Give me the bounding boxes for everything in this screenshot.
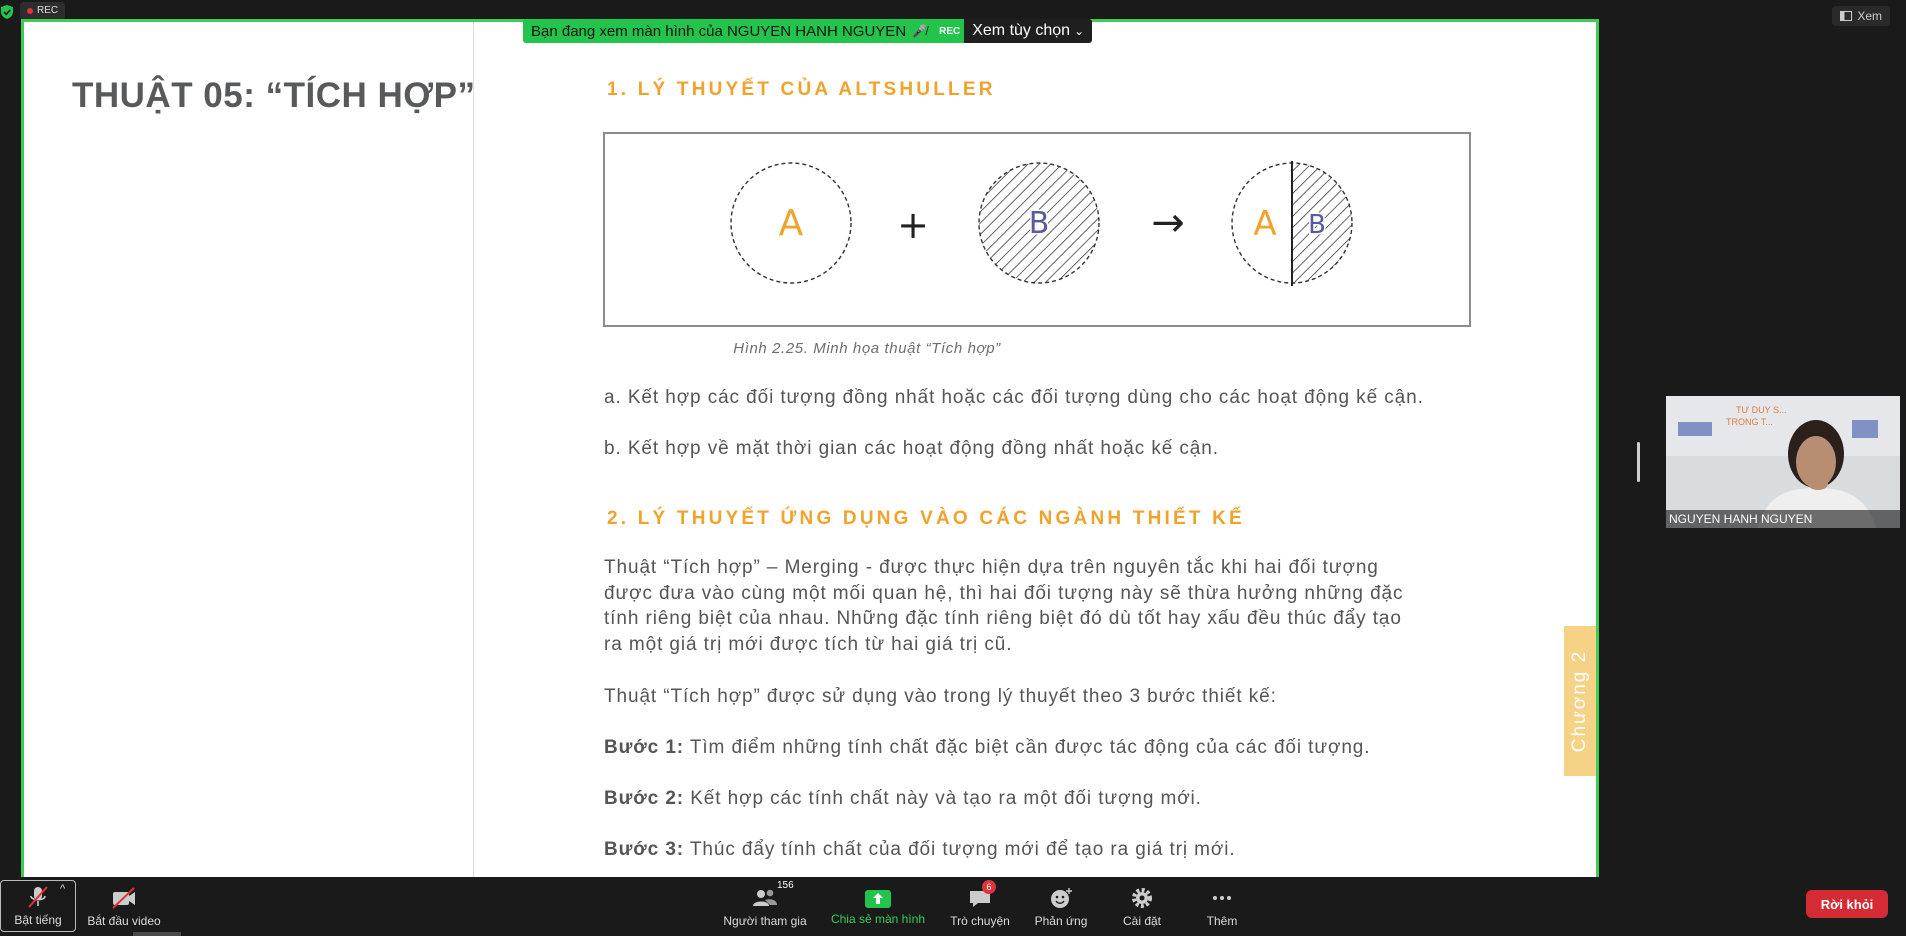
bottom-scroll-indicator (133, 932, 181, 936)
step-2 (604, 788, 1202, 810)
share-banner-text: Bạn đang xem màn hình của NGUYEN HANH NGUYEN (531, 22, 907, 40)
paragraph-line: ra một giá trị mới được tích từ hai giá trị cũ. (604, 633, 1013, 655)
shared-screen (21, 19, 1599, 883)
figure-arrow: → (1151, 200, 1185, 246)
figure-plus: + (897, 203, 929, 247)
view-options-button[interactable] (964, 19, 1092, 43)
item-a: a. Kết hợp các đối tượng đồng nhất hoặc các đối tượng dùng cho các hoạt động kế cận. (604, 387, 1424, 408)
section1-heading: 1. LÝ THUYẾT CỦA ALTSHULLER (607, 79, 996, 100)
share-screen-icon (865, 890, 891, 908)
chat-label: Trò chuyện (950, 913, 1010, 928)
chapter-tab (1564, 626, 1596, 776)
step-3-label: Bước 3: (604, 839, 685, 860)
merging-paragraph (604, 555, 1403, 657)
share-screen-button[interactable] (826, 877, 930, 936)
start-video-label: Bắt đầu video (87, 913, 161, 928)
section2-heading: 2. LÝ THUYẾT ỨNG DỤNG VÀO CÁC NGÀNH THIẾT KẾ (607, 508, 1245, 529)
leave-button[interactable]: Rời khỏi (1806, 890, 1888, 918)
smiley-icon (1047, 886, 1075, 910)
settings-button[interactable] (1112, 877, 1172, 936)
view-layout-icon (1840, 11, 1852, 21)
record-dot-icon (27, 8, 33, 14)
view-button-label: Xem (1857, 9, 1882, 23)
figure-label-a: A (778, 203, 804, 244)
mic-muted-icon: 🎤̸ (912, 24, 928, 38)
video-off-icon (110, 886, 138, 910)
video-bg-text-2: TRONG T... (1726, 417, 1773, 427)
gear-icon (1128, 886, 1156, 910)
chat-badge: 6 (982, 880, 996, 894)
video-bg-text-1: TƯ DUY S... (1736, 405, 1787, 415)
slide-document (24, 22, 1596, 880)
paragraph-line: được đưa vào cùng một mối quan hệ, thì hai đối tượng này sẽ thừa hưởng những đặc (604, 582, 1404, 604)
item-b: b. Kết hợp về mặt thời gian các hoạt động đồng nhất hoặc kế cận. (604, 438, 1219, 459)
audio-options-chevron-icon[interactable]: ^ (60, 883, 66, 895)
chapter-tab-label: Chương 2 (1569, 649, 1591, 753)
meeting-toolbar (0, 877, 1906, 936)
panel-resize-handle[interactable] (1637, 442, 1640, 482)
share-banner-text-area (523, 19, 935, 43)
reactions-label: Phản ứng (1034, 913, 1088, 928)
mic-muted-icon (24, 885, 52, 909)
banner-rec-label: REC (935, 19, 964, 43)
participant-name: NGUYEN HANH NGUYEN (1666, 510, 1900, 528)
participant-video-tile[interactable] (1666, 396, 1900, 528)
merging-figure (603, 132, 1471, 327)
step-3-text: Thúc đẩy tính chất của đối tượng mới để tạo ra giá trị mới. (689, 839, 1236, 860)
paragraph-line: tính riêng biệt của nhau. Những đặc tính riêng biệt đó dù tốt hay xấu đều thúc đẩy tạo (604, 608, 1402, 629)
participant-video-frame (1666, 396, 1900, 528)
start-video-button[interactable] (88, 877, 160, 936)
step-3 (604, 839, 1236, 861)
unmute-label: Bật tiếng (14, 913, 62, 927)
share-screen-label: Chia sẻ màn hình (830, 912, 926, 926)
view-options-label: Xem tùy chọn (972, 22, 1071, 39)
step-1-text: Tìm điểm những tính chất đặc biệt cần được tác động của các đối tượng. (689, 737, 1371, 758)
chat-button[interactable] (944, 877, 1016, 936)
recording-indicator (20, 2, 65, 20)
view-button[interactable] (1832, 6, 1890, 26)
steps-intro: Thuật “Tích hợp” được sử dụng vào trong lý thuyết theo 3 bước thiết kế: (604, 686, 1277, 707)
shield-check-icon (1, 5, 13, 19)
reactions-button[interactable] (1030, 877, 1092, 936)
participants-count: 156 (777, 879, 794, 891)
participants-button[interactable] (720, 877, 810, 936)
figure-label-ab-b: B (1308, 210, 1326, 240)
step-2-label: Bước 2: (604, 788, 685, 809)
more-label: Thêm (1206, 913, 1238, 928)
technique-title: THUẬT 05: “TÍCH HỢP” (72, 76, 476, 115)
participants-icon (751, 886, 779, 910)
step-1-label: Bước 1: (604, 737, 685, 758)
settings-label: Cài đặt (1122, 913, 1162, 928)
step-1 (604, 737, 1370, 759)
more-dots-icon (1208, 886, 1236, 910)
paragraph-line: Thuật “Tích hợp” – Merging - được thực hiện dựa trên nguyên tắc khi hai đối tượng (604, 557, 1379, 578)
share-banner (523, 19, 1092, 43)
more-button[interactable] (1192, 877, 1252, 936)
step-2-text: Kết hợp các tính chất này và tạo ra một đối tượng mới. (690, 788, 1202, 809)
figure-caption: Hình 2.25. Minh họa thuật “Tích hợp” (733, 340, 1001, 357)
chevron-down-icon: ⌄ (1074, 24, 1085, 38)
figure-label-ab-a: A (1253, 204, 1277, 244)
participants-label: Người tham gia (723, 913, 807, 928)
rec-label: REC (37, 5, 59, 16)
figure-label-b: B (1028, 206, 1050, 241)
